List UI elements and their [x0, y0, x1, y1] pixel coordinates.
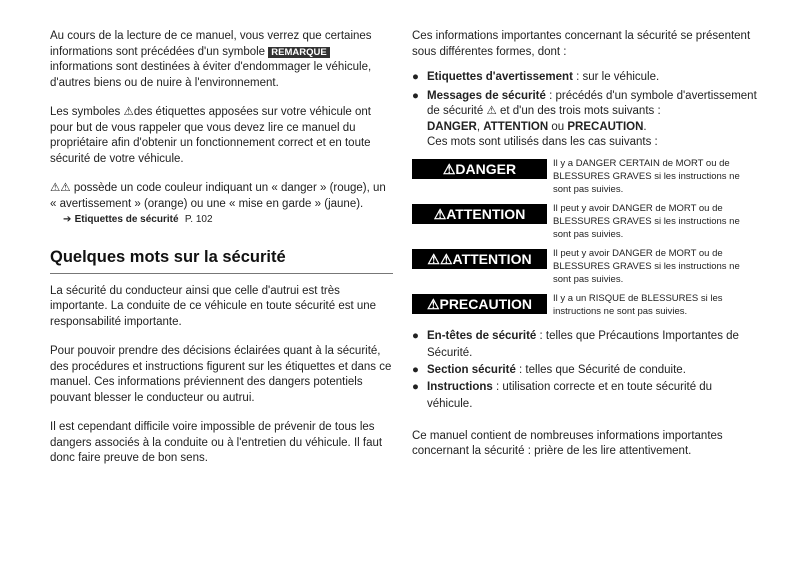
paragraph: Il est cependant difficile voire impossible de prévenir de tous les dangers associés à la conduite ou à l'entretien du véhicule. Il faut donc faire preuve de bon sens.	[50, 421, 383, 464]
right-column	[412, 29, 757, 460]
paragraph-remarque: Au cours de la lecture de ce manuel, vous verrez que certaines informations sont précédées d'un symbole REMARQUE informations sont destinées à éviter d'endommager le véhicule, d'autres biens ou de nuire à l'environnement.	[50, 30, 372, 89]
list-item: ● En-têtes de sécurité : telles que Précautions Importantes de Sécurité.	[412, 329, 739, 359]
bullet-list	[412, 70, 757, 151]
paragraph: Pour pouvoir prendre des décisions éclairées quant à la sécurité, des procédures et instructions figurent sur les étiquettes et dans ce manuel. Ces informations préviennent des dangers potentiels pouvant blesser le conducteur ou autrui.	[50, 345, 392, 404]
signal-description: Il peut y avoir DANGER de MORT ou de BLESSURES GRAVES si les instructions ne sont pas suivies.	[553, 247, 740, 285]
left-column	[50, 29, 393, 467]
list-item: ● Section sécurité : telles que Sécurité de conduite.	[412, 363, 686, 376]
signal-row	[412, 292, 757, 318]
paragraph-color-code: ⚠⚠ possède un code couleur indiquant un « danger » (rouge), un « avertissement » (orange) ou une « mise en garde » (jaune).	[50, 182, 386, 210]
precaution-signal-label: ⚠PRECAUTION	[412, 294, 547, 314]
section-heading: Quelques mots sur la sécurité	[50, 247, 286, 266]
list-item: ● Etiquettes d'avertissement : sur le véhicule.	[412, 71, 660, 83]
signal-row	[412, 157, 757, 196]
signal-description: Il y a DANGER CERTAIN de MORT ou de BLESSURES GRAVES si les instructions ne sont pas suivies.	[553, 157, 740, 195]
danger-signal-label: ⚠DANGER	[412, 159, 547, 179]
cross-reference-link[interactable]: ➔ Etiquettes de sécurité P. 102	[63, 214, 213, 225]
list-item: ● Messages de sécurité : précédés d'un symbole d'avertissement de sécurité ⚠ et d'un des trois mots suivants : DANGER, ATTENTION ou PRECAUTION. Ces mots sont utilisés dans les cas suivants :	[412, 89, 757, 148]
remarque-badge: REMARQUE	[268, 47, 329, 58]
paragraph-outro: Ce manuel contient de nombreuses informations importantes concernant la sécurité : prière de les lire attentivement.	[412, 429, 723, 457]
paragraph: La sécurité du conducteur ainsi que celle d'autrui est très importante. La conduite de ce véhicule en toute sécurité est une responsabilité importante.	[50, 284, 377, 328]
signal-description: Il peut y avoir DANGER de MORT ou de BLESSURES GRAVES si les instructions ne sont pas suivies.	[553, 202, 740, 240]
signal-words-list	[412, 157, 757, 318]
paragraph-symbols: Les symboles ⚠des étiquettes apposées sur votre véhicule ont pour but de vous rappeler que vous devez lire ce manuel du propriétaire afin d'obtenir un fonctionnement correct et en toute sécurité de votre véhicule.	[50, 106, 371, 165]
arrow-right-icon: ➔	[63, 214, 72, 225]
list-item: ● Instructions : utilisation correcte et en toute sécurité du véhicule.	[412, 380, 713, 410]
paragraph-intro: Ces informations importantes concernant la sécurité se présentent sous différentes formes, dont :	[412, 30, 751, 58]
signal-row	[412, 202, 757, 241]
heading-divider	[50, 273, 393, 274]
signal-row	[412, 247, 757, 286]
attention-double-signal-label: ⚠⚠ATTENTION	[412, 249, 547, 269]
signal-description: Il y a un RISQUE de BLESSURES si les instructions ne sont pas suivies.	[553, 292, 723, 317]
attention-signal-label: ⚠ATTENTION	[412, 204, 547, 224]
bullet-list	[412, 328, 757, 413]
